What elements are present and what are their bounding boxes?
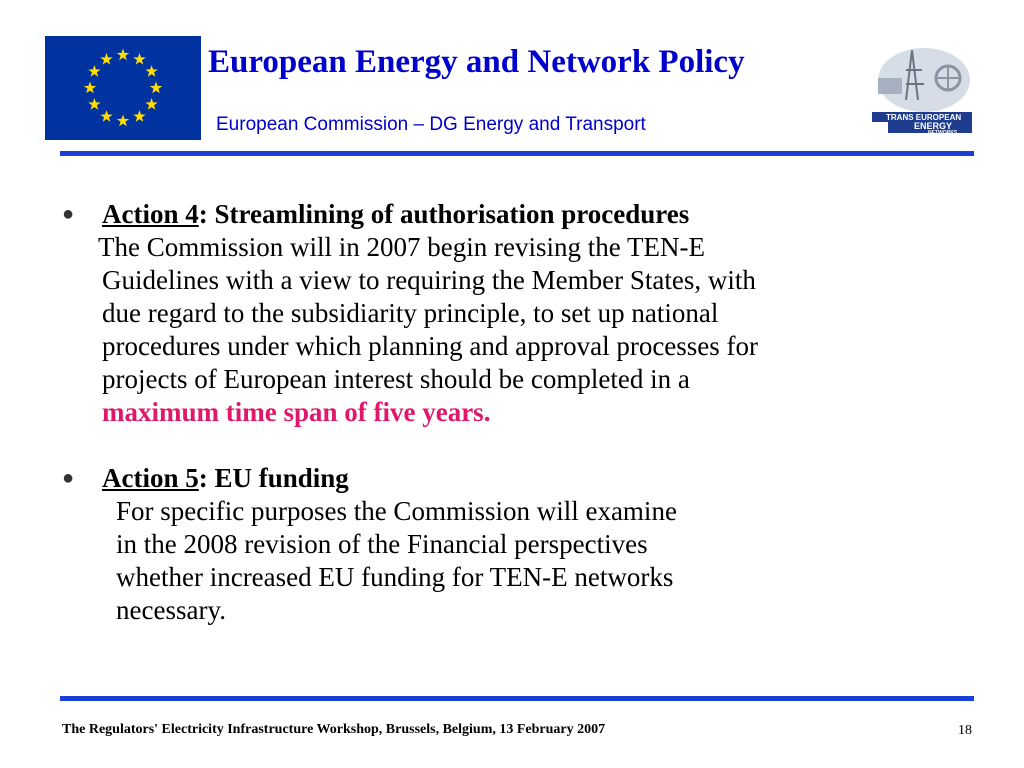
eu-star-icon [133,110,145,122]
eu-star-icon [88,98,100,110]
action-4-line: due regard to the subsidiarity principle, to set up national [102,298,719,328]
eu-star-icon [100,53,112,65]
footer-text: The Regulators' Electricity Infrastructure Workshop, Brussels, Belgium, 13 February 2007 [62,722,606,737]
eu-star-icon [150,82,162,94]
action-5-title: : EU funding [198,463,349,493]
eu-star-icon [145,98,157,110]
action-4-label: Action 4 [102,199,199,229]
action-4-heading [102,198,962,231]
action-4-line: procedures under which planning and approval processes for [102,331,759,361]
eu-star-icon [100,110,112,122]
footer-divider [60,696,974,701]
eu-star-icon [133,53,145,65]
bullet-icon: ● [62,467,75,489]
action-4-item [62,198,962,429]
action-4-line: projects of European interest should be completed in a [102,364,690,394]
logo-text-trans: TRANS EUROPEAN [886,113,962,122]
logo-text-energy: ENERGY [914,121,953,131]
ten-energy-logo [866,40,978,136]
page-number: 18 [958,723,972,738]
eu-flag-logo [45,36,201,140]
bullet-icon: ● [62,203,75,225]
eu-star-icon [145,65,157,77]
action-5-item [62,462,962,627]
action-5-heading [102,462,962,495]
page-subtitle: European Commission – DG Energy and Transport [216,114,646,135]
action-4-highlight: maximum time span of five years. [102,397,491,427]
logo-text-networks: NETWORKS [928,130,958,136]
eu-stars-icon [45,36,201,140]
eu-star-icon [84,82,96,94]
page-title: European Energy and Network Policy [208,44,745,80]
eu-star-icon [117,115,129,127]
eu-star-icon [117,49,129,61]
header-divider [60,151,974,156]
action-5-label: Action 5 [102,463,199,493]
action-4-line: The Commission will in 2007 begin revising the TEN-E [98,232,705,262]
action-5-line: For specific purposes the Commission will examine [116,496,677,526]
eu-star-icon [88,65,100,77]
action-4-title: : Streamlining of authorisation procedures [198,199,690,229]
action-5-line: in the 2008 revision of the Financial perspectives [116,529,648,559]
action-4-line: Guidelines with a view to requiring the Member States, with [102,265,756,295]
action-5-line: whether increased EU funding for TEN-E networks [116,562,674,592]
action-5-line: necessary. [116,595,226,625]
